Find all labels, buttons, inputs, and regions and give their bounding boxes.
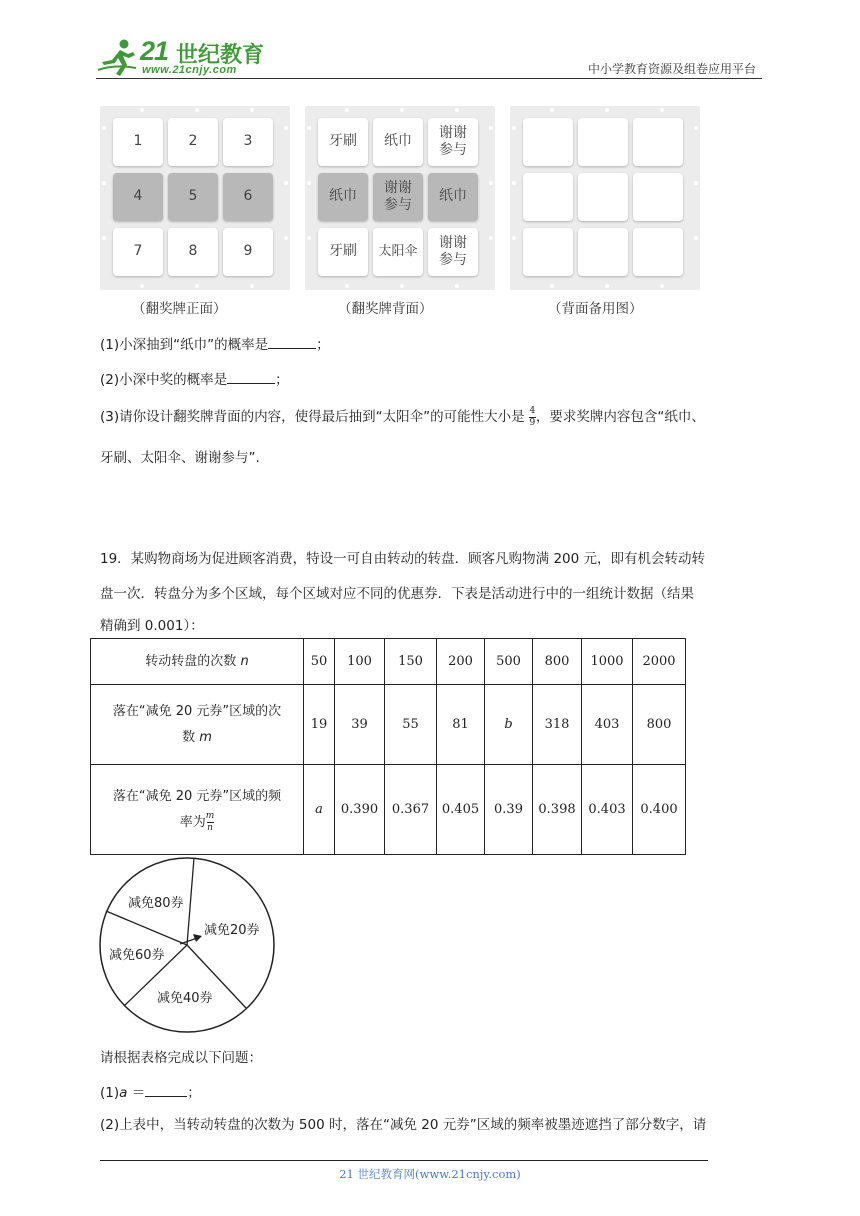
footer-link[interactable]: 21 世纪教育网(www.21cnjy.com) bbox=[339, 1167, 521, 1181]
q18-part2 bbox=[100, 368, 289, 388]
logo-text: 世纪教育 bbox=[176, 43, 265, 68]
card-hole bbox=[284, 181, 288, 185]
logo-url: www.21cnjy.com bbox=[142, 64, 237, 76]
front-tile: 5 bbox=[168, 173, 218, 221]
back-tile: 太阳伞 bbox=[373, 228, 423, 276]
card-hole bbox=[489, 126, 493, 130]
front-tile: 3 bbox=[223, 118, 273, 166]
card-hole bbox=[400, 284, 404, 288]
fraction-denominator: n bbox=[207, 822, 213, 833]
answer-blank[interactable] bbox=[268, 336, 316, 349]
header-divider bbox=[96, 78, 762, 79]
card-hole bbox=[550, 108, 554, 112]
q19-line2: 盘一次．转盘分为多个区域，每个区域对应不同的优惠券．下表是活动进行中的一组统计数据（结果 bbox=[100, 586, 694, 602]
q18-part3-text: (3)请你设计翻奖牌背面的内容，使得最后抽到“太阳伞”的可能性大小是 bbox=[100, 409, 525, 425]
table-cell: 200 bbox=[437, 639, 485, 685]
card-hole bbox=[489, 181, 493, 185]
caption-back: （翻奖牌背面） bbox=[338, 301, 433, 317]
sector-label: 减免40券 bbox=[157, 991, 213, 1006]
q19-sub2: (2)上表中，当转动转盘的次数为 500 时，落在“减免 20 元券”区域的频率被墨迹遮挡了部分数字，请 bbox=[100, 1117, 707, 1133]
back-tile: 纸巾 bbox=[318, 173, 368, 221]
front-tile: 6 bbox=[223, 173, 273, 221]
caption-front: （翻奖牌正面） bbox=[132, 301, 227, 317]
table-cell: 0.390 bbox=[335, 765, 385, 855]
runner-icon bbox=[96, 38, 142, 78]
card-hole bbox=[284, 126, 288, 130]
table-cell: b bbox=[485, 685, 533, 765]
table-cell: 0.367 bbox=[385, 765, 437, 855]
q18-part3-cont: 牙刷、太阳伞、谢谢参与”. bbox=[100, 450, 260, 466]
spare-tile bbox=[523, 228, 573, 276]
row-header-n bbox=[91, 639, 304, 685]
q18-part1-text: (1)小深抽到“纸巾”的概率是 bbox=[100, 337, 269, 353]
table-cell: 318 bbox=[533, 685, 582, 765]
row-header-text: 落在“减免 20 元券”区域的频 bbox=[112, 788, 282, 804]
back-tile: 谢谢参与 bbox=[428, 228, 478, 276]
back-tile: 牙刷 bbox=[318, 228, 368, 276]
card-hole bbox=[307, 181, 311, 185]
card-hole bbox=[250, 108, 254, 112]
q19-sub1-text: (1) bbox=[100, 1085, 120, 1101]
q19-line3: 精确到 0.001）： bbox=[100, 618, 204, 634]
footer-divider bbox=[100, 1160, 708, 1161]
table-row bbox=[91, 685, 686, 765]
q19-sub1-eq: ＝ bbox=[127, 1085, 146, 1101]
table-cell: 2000 bbox=[633, 639, 686, 685]
table-cell: 55 bbox=[385, 685, 437, 765]
q18-part3 bbox=[100, 405, 705, 428]
card-hole bbox=[694, 126, 698, 130]
card-hole bbox=[140, 284, 144, 288]
front-tile: 9 bbox=[223, 228, 273, 276]
row-header-text-b: 数 bbox=[182, 729, 196, 745]
card-hole bbox=[102, 236, 106, 240]
q19-prompt: 请根据表格完成以下问题： bbox=[100, 1050, 262, 1066]
card-hole bbox=[102, 181, 106, 185]
table-cell: 39 bbox=[335, 685, 385, 765]
table-cell: 403 bbox=[582, 685, 633, 765]
spare-tile bbox=[633, 118, 683, 166]
fraction-m-n bbox=[206, 812, 215, 833]
spare-tile bbox=[523, 118, 573, 166]
front-tile: 8 bbox=[168, 228, 218, 276]
table-cell: 1000 bbox=[582, 639, 633, 685]
q18-part3-text-b: ，要求奖牌内容包含“纸巾、 bbox=[535, 409, 705, 425]
card-hole bbox=[489, 236, 493, 240]
statistics-table bbox=[90, 638, 686, 855]
row-header-text: 落在“减免 20 元券”区域的次 bbox=[112, 703, 282, 719]
card-hole bbox=[694, 236, 698, 240]
sector-label: 减免20券 bbox=[204, 923, 260, 938]
card-hole bbox=[550, 284, 554, 288]
q18-part2-text: (2)小深中奖的概率是 bbox=[100, 372, 228, 388]
front-tile: 7 bbox=[113, 228, 163, 276]
card-hole bbox=[605, 108, 609, 112]
card-hole bbox=[250, 284, 254, 288]
table-cell: 81 bbox=[437, 685, 485, 765]
card-hole bbox=[345, 108, 349, 112]
table-cell: 800 bbox=[533, 639, 582, 685]
row-header-text: 转动转盘的次数 bbox=[145, 653, 237, 669]
front-tile: 2 bbox=[168, 118, 218, 166]
card-back bbox=[305, 106, 495, 290]
card-spare bbox=[510, 106, 700, 290]
logo-number: 21 bbox=[140, 36, 169, 66]
spare-tile bbox=[578, 173, 628, 221]
table-cell: 500 bbox=[485, 639, 533, 685]
q18-part1 bbox=[100, 333, 330, 353]
fraction-numerator: m bbox=[205, 810, 215, 821]
variable-m: m bbox=[199, 729, 212, 745]
variable-a: a bbox=[119, 1085, 128, 1101]
row-header-text-b: 率为 bbox=[179, 814, 206, 830]
table-cell: 800 bbox=[633, 685, 686, 765]
card-hole bbox=[660, 284, 664, 288]
caption-spare: （背面备用图） bbox=[548, 301, 643, 317]
card-hole bbox=[102, 126, 106, 130]
back-tile: 谢谢参与 bbox=[428, 118, 478, 166]
variable-n: n bbox=[240, 653, 249, 669]
table-row bbox=[91, 639, 686, 685]
answer-blank[interactable] bbox=[227, 371, 275, 384]
q18-part2-end: ； bbox=[275, 372, 289, 388]
card-hole bbox=[195, 108, 199, 112]
fraction-denominator: 9 bbox=[529, 417, 536, 428]
q18-part1-end: ； bbox=[316, 337, 330, 353]
q19-sub1-end: ； bbox=[187, 1085, 201, 1101]
platform-name: 中小学教育资源及组卷应用平台 bbox=[587, 62, 756, 76]
spare-tile bbox=[578, 228, 628, 276]
card-hole bbox=[284, 236, 288, 240]
table-cell: 0.398 bbox=[533, 765, 582, 855]
back-tile: 纸巾 bbox=[373, 118, 423, 166]
card-hole bbox=[307, 126, 311, 130]
card-hole bbox=[660, 108, 664, 112]
spinner-wheel bbox=[96, 856, 280, 1036]
spare-tile bbox=[633, 228, 683, 276]
back-tile: 谢谢参与 bbox=[373, 173, 423, 221]
card-hole bbox=[455, 284, 459, 288]
fraction-numerator: 4 bbox=[529, 405, 536, 416]
front-tile: 4 bbox=[113, 173, 163, 221]
table-cell: 100 bbox=[335, 639, 385, 685]
table-row bbox=[91, 765, 686, 855]
spare-tile bbox=[578, 118, 628, 166]
card-hole bbox=[400, 108, 404, 112]
card-hole bbox=[512, 126, 516, 130]
table-cell: 0.400 bbox=[633, 765, 686, 855]
card-hole bbox=[694, 181, 698, 185]
sector-label: 减免80券 bbox=[128, 896, 184, 911]
card-hole bbox=[512, 236, 516, 240]
card-hole bbox=[512, 181, 516, 185]
sector-label: 减免60券 bbox=[109, 948, 165, 963]
row-header-m bbox=[91, 685, 304, 765]
back-tile: 牙刷 bbox=[318, 118, 368, 166]
table-cell: 50 bbox=[304, 639, 335, 685]
back-tile: 纸巾 bbox=[428, 173, 478, 221]
spare-tile bbox=[633, 173, 683, 221]
card-hole bbox=[195, 284, 199, 288]
card-hole bbox=[307, 236, 311, 240]
q19-sub1 bbox=[100, 1081, 201, 1101]
card-hole bbox=[605, 284, 609, 288]
table-cell: 19 bbox=[304, 685, 335, 765]
card-hole bbox=[345, 284, 349, 288]
card-hole bbox=[140, 108, 144, 112]
table-cell: 0.403 bbox=[582, 765, 633, 855]
table-cell: 150 bbox=[385, 639, 437, 685]
table-cell: a bbox=[304, 765, 335, 855]
answer-blank[interactable] bbox=[145, 1084, 187, 1097]
q19-line1: 19．某购物商场为促进顾客消费，特设一可自由转动的转盘．顾客凡购物满 200 元，即有机会转动转 bbox=[100, 551, 706, 567]
table-cell: 0.39 bbox=[485, 765, 533, 855]
spare-tile bbox=[523, 173, 573, 221]
front-tile: 1 bbox=[113, 118, 163, 166]
row-header-frequency bbox=[91, 765, 304, 855]
site-logo bbox=[96, 36, 266, 78]
card-hole bbox=[455, 108, 459, 112]
table-cell: 0.405 bbox=[437, 765, 485, 855]
fraction-4-9 bbox=[529, 407, 536, 428]
card-front bbox=[100, 106, 290, 290]
